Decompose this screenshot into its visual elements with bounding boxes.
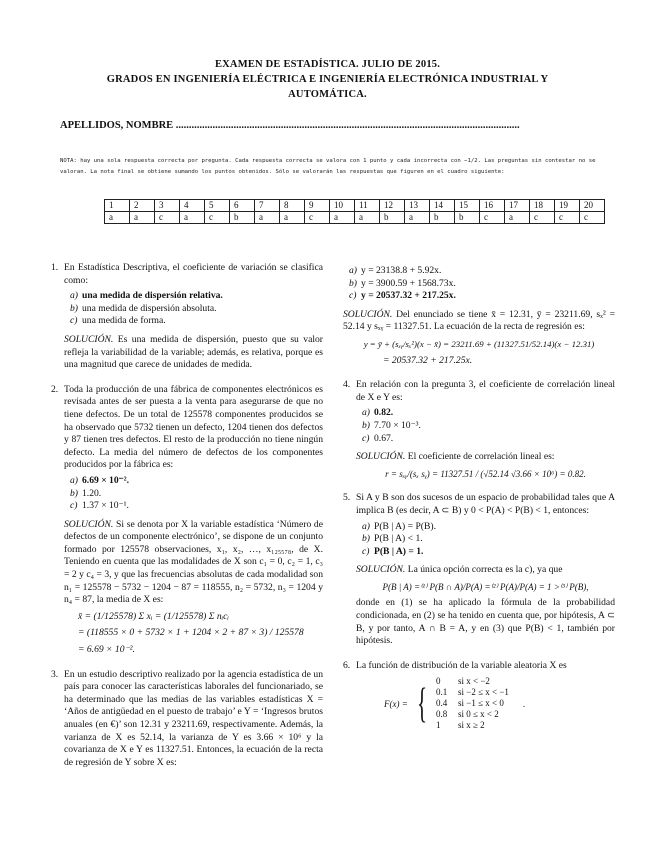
answer-table-number: 11 [355,200,380,212]
case-row: 0 si x < −2 [435,676,490,687]
option-b: b) P(B | A) < 1. [362,533,423,545]
equation-regression-result: = 20537.32 + 217.25x. [383,354,473,366]
answer-table-number: 7 [255,200,280,212]
question-number: 2. [51,383,59,395]
answer-table-answer: c [580,212,605,224]
answer-table-answer: c [555,212,580,224]
exam-subtitle: GRADOS EN INGENIERÍA ELÉCTRICA E INGENIERÍA ELECTRÓNICA INDUSTRIAL Y [106,74,549,85]
options [70,475,323,513]
question-6 [343,660,615,732]
question-text: En Estadística Descriptiva, el coeficiente de variación se clasifica como: [64,262,323,286]
case-row: 0.8 si 0 ≤ x < 2 [435,709,499,720]
answer-table-answer: a [130,212,155,224]
question-text: Si A y B son dos sucesos de un espacio de probabilidad tales que A implica B (es decir, A ⊂ B) y 0 < P(A) < P(B) < 1, entonces: [356,492,615,516]
option-c: c) y = 20537.32 + 217.25x. [349,290,456,302]
answer-table-answer: c [155,212,180,224]
equation-regression: y = ȳ + (sₓᵧ/sₓ²)(x − x̄) = 23211.69 + (11327.51/52.14)(x − 12.31) [363,338,595,349]
answer-table-answer: a [405,212,430,224]
left-brace: { [416,680,427,727]
period: . [522,698,526,709]
option-c: c) P(B | A) = 1. [362,545,424,557]
answer-table-numbers-row [105,200,605,212]
option-c: c) una medida de forma. [70,315,166,327]
case-row: 1 si x ≥ 2 [435,720,485,731]
option-b: b) 1.20. [70,487,102,499]
option-c: c) 1.37 × 10⁻¹. [70,500,129,512]
answer-table-answer: b [430,212,455,224]
answer-table-number: 10 [330,200,355,212]
equation-mean: x̄ = (1/125578) Σ xᵢ = (1/125578) Σ nᵢcᵢ [78,610,229,622]
answer-table-number: 17 [505,200,530,212]
question-2 [51,384,323,657]
option-a: a) y = 23138.8 + 5.92x. [349,265,442,276]
answer-table-number: 14 [430,200,455,212]
answer-table-answer: b [455,212,480,224]
right-column [343,262,615,743]
piecewise-cases [436,676,509,731]
option-b: b) y = 3900.59 + 1568.73x. [349,277,456,289]
left-column [51,262,323,781]
question-4 [343,379,615,480]
case-row: 0.1 si −2 ≤ x < −1 [435,687,509,698]
question-number: 6. [343,659,351,671]
answer-table-number: 20 [580,200,605,212]
answer-table-answer: a [505,212,530,224]
question-text: Toda la producción de una fábrica de componentes electrónicos es revisada antes de ser puesta a la venta para asegurarse de que no tiene defectos. De un total de 125578 componentes producidos se ha observado que 5732 tienen un defecto, 1204 tienen dos defectos y 87 tienen tres defectos. El resto de la producción no tiene ningún defecto. La media del número de defectos de los componentes producidos por la fábrica es: [64,383,323,471]
question-1 [51,262,323,372]
equation-mean-result: = 6.69 × 10⁻². [78,644,135,656]
instructions-note: NOTA: hay una sola respuesta correcta por pregunta. Cada respuesta correcta se valora con 1 punto y cada incorrecta con −1/2. Las preguntas sin contestar no se valoran. La nota final se obtiene sumando los puntos obtenidos. Sólo se valorarán las respuestas que figuren en el cuadro siguiente: [60,158,596,175]
answer-table-number: 9 [305,200,330,212]
distribution-function-label: F(x) = [384,698,408,709]
equation-conditional-probability: P(B | A) =⁽¹⁾ P(B ∩ A)/P(A) =⁽²⁾ P(A)/P(A) = 1 >⁽³⁾ P(B), [382,581,589,592]
answer-table-number: 5 [205,200,230,212]
answer-table-answer: a [330,212,355,224]
answer-table-answer: a [280,212,305,224]
solution: SOLUCIÓN. Del enunciado se tiene x̄ = 12.31, ȳ = 23211.69, sₓ² = 52.14 y sₓᵧ = 11327.51. La ecuación de la recta de regresión es: [343,308,615,333]
question-number: 4. [343,379,351,391]
question-number: 5. [343,492,351,504]
answer-table-answer: a [355,212,380,224]
answer-table-number: 8 [280,200,305,212]
question-3 [51,669,323,770]
options [362,521,615,559]
option-a: a) 6.69 × 10⁻². [70,474,129,486]
equation-mean-expanded: = (118555 × 0 + 5732 × 1 + 1204 × 2 + 87 × 3) / 125578 [78,627,304,639]
solution: SOLUCIÓN. El coeficiente de correlación lineal es: [356,451,555,463]
option-b: b) una medida de dispersión absoluta. [70,302,217,314]
answer-table-number: 16 [480,200,505,212]
option-a: a) una medida de dispersión relativa. [70,290,223,302]
answer-table-answer: a [255,212,280,224]
options [70,290,323,328]
solution-explanation: donde en (1) se ha aplicado la fórmula de la probabilidad condicionada, en (2) se ha tenido en cuenta que, por hipótesis, A ⊂ B, y por tanto, A ∩ B = A, y en (3) que P(B) < 1, también por hipótesis. [356,597,615,647]
name-field-line: APELLIDOS, NOMBRE ................................................................................................................................... [60,120,520,131]
solution: SOLUCIÓN. Es una medida de dispersión, puesto que su valor refleja la variabilidad de la variable; además, es relativa, porque es una magnitud que carece de unidades de medida. [64,333,324,371]
answer-table-answer: c [480,212,505,224]
equation-correlation: r = sₓᵧ/(sₓ sᵧ) = 11327.51 / (√52.14 √3.66 × 10⁶) = 0.82. [385,468,586,479]
option-a: a) P(B | A) = P(B). [362,520,436,532]
solution: SOLUCIÓN. La única opción correcta es la c), ya que [356,564,563,576]
answer-table [104,199,605,224]
answer-table-number: 13 [405,200,430,212]
answer-table-number: 15 [455,200,480,212]
answer-table-answers-row [105,212,605,224]
option-c: c) 0.67. [362,432,394,444]
answer-table-answer: c [530,212,555,224]
distribution-function [384,676,615,731]
answer-table-answer: a [180,212,205,224]
question-text: En relación con la pregunta 3, el coeficiente de correlación lineal de X e Y es: [356,379,615,403]
answer-table-number: 12 [380,200,405,212]
question-number: 1. [51,262,59,273]
answer-table-number: 6 [230,200,255,212]
question-3-continued [343,265,615,367]
answer-table-number: 4 [180,200,205,212]
exam-title: EXAMEN DE ESTADÍSTICA. JULIO DE 2015. [214,59,441,70]
option-b: b) 7.70 × 10⁻³. [362,419,421,431]
answer-table-number: 1 [105,200,130,212]
case-row: 0.4 si −1 ≤ x < 0 [435,698,504,709]
answer-table-number: 19 [555,200,580,212]
answer-table-answer: c [205,212,230,224]
answer-table-answer: b [230,212,255,224]
answer-table-answer: c [305,212,330,224]
question-text: En un estudio descriptivo realizado por la agencia estadística de un país para conocer las características laborales del funcionariado, se ha determinado que las medias de las variables estadísticas X = ‘Años de antigüedad en el puesto de trabajo’ e Y = ‘Ingresos brutos anuales (en €)’ son 12.31 y 23211.69, respectivamente. Además, la varianza de X es 52.14, la varianza de Y es 3.66 × 10⁶ y la covarianza de X e Y es 11327.51. Entonces, la ecuación de la recta de regresión de Y sobre X es: [64,668,323,768]
options [362,407,615,445]
answer-table-number: 18 [530,200,555,212]
answer-table-number: 2 [130,200,155,212]
answer-table-answer: a [105,212,130,224]
option-a: a) 0.82. [362,407,394,419]
answer-table-number: 3 [155,200,180,212]
question-5 [343,492,615,648]
exam-subtitle-cont: AUTOMÁTICA. [288,89,367,100]
options [349,265,615,303]
answer-table-answer: b [380,212,405,224]
question-number: 3. [51,668,59,680]
question-text: La función de distribución de la variable aleatoria X es [356,659,567,671]
solution: SOLUCIÓN. Si se denota por X la variable estadística ‘Número de defectos de un componente electrónico’, se dispone de un conjunto formado por 125578 observaciones, x₁, x₂, …, x₁₂₅₅₇₈, de X. Teniendo en cuenta que las modalidades de X son c₁ = 0, c₂ = 1, c₃ = 2 y c₄ = 3, y que las frecuencias absolutas de cada modalidad son n₁ = 125578 − 5732 − 1204 − 87 = 118555, n₂ = 5732, n₃ = 1204 y n₄ = 87, la media de X es: [64,518,323,606]
